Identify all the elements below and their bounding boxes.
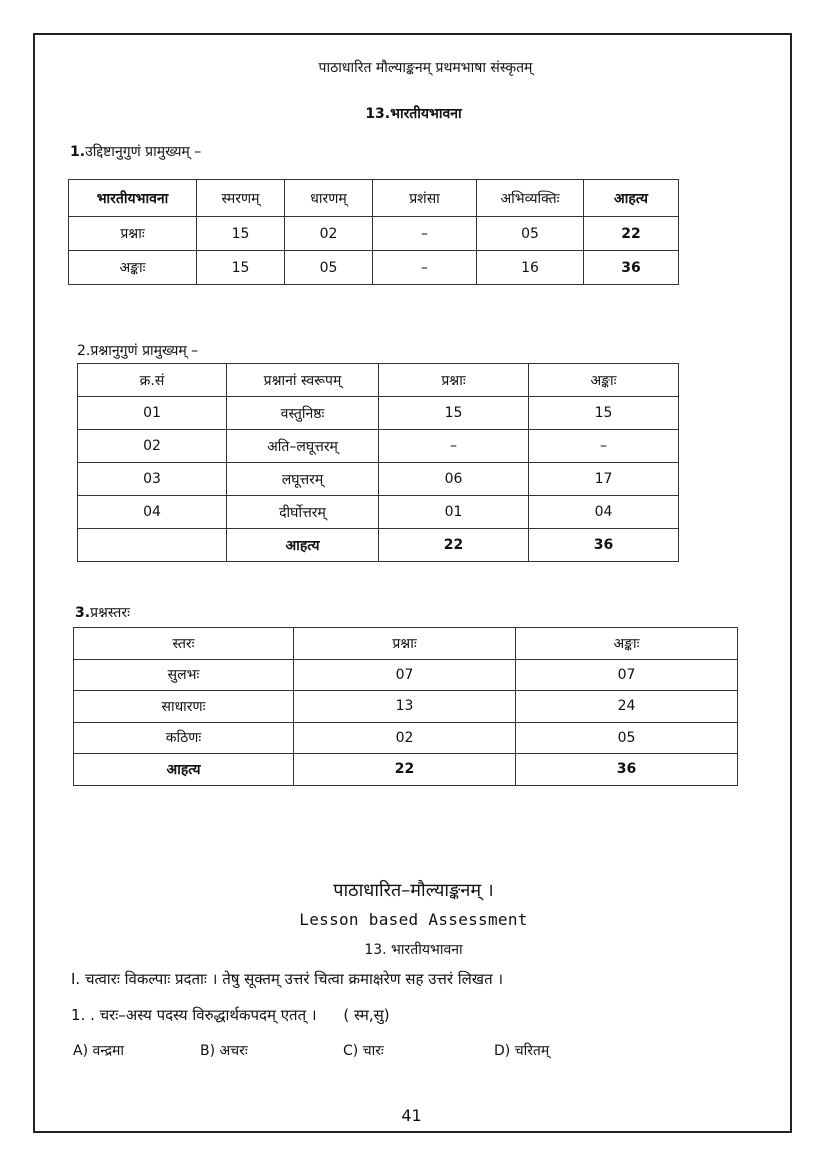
table-cell: 24 xyxy=(516,691,738,723)
lesson-title: 13.भारतीयभावना xyxy=(365,106,462,122)
table-cell: आहत्य xyxy=(74,754,294,786)
section3-heading: 3.प्रश्नस्तरः xyxy=(75,605,130,621)
table-cell: 01 xyxy=(78,397,227,430)
table-cell: 03 xyxy=(78,463,227,496)
table-total-row xyxy=(78,529,679,562)
question-1: 1. . चरः–अस्य पदस्य विरुद्धार्थकपदम् एतत् । ( स्म,सु) xyxy=(71,1006,390,1024)
page-number: 41 xyxy=(401,1106,422,1125)
table-cell xyxy=(78,529,227,562)
table-cell: 02 xyxy=(285,217,373,251)
table-header-cell: आहत्य xyxy=(584,180,679,217)
table-cell: 15 xyxy=(529,397,679,430)
table-cell: 15 xyxy=(197,251,285,285)
table-cell: वस्तुनिष्ठः xyxy=(227,397,379,430)
table-header-cell: अङ्काः xyxy=(529,364,679,397)
table-header-cell: स्तरः xyxy=(74,628,294,660)
assessment-instruction: I. चत्वारः विकल्पाः प्रदताः । तेषु सूक्तम् उत्तरं चित्वा क्रमाक्षरेण सह उत्तरं लिखत । xyxy=(71,970,504,988)
table-header-cell: प्रश्नाः xyxy=(294,628,516,660)
table-cell: कठिणः xyxy=(74,722,294,754)
table-cell: प्रश्नाः xyxy=(69,217,197,251)
table-cell: 05 xyxy=(516,722,738,754)
table-header-cell: क्र.सं xyxy=(78,364,227,397)
table-row xyxy=(69,217,679,251)
table-header-cell: अङ्काः xyxy=(516,628,738,660)
table-row xyxy=(78,463,679,496)
assessment-title: पाठाधारित–मौल्याङ्कनम् । xyxy=(333,880,494,901)
table-cell: 05 xyxy=(285,251,373,285)
table-row xyxy=(78,496,679,529)
table-cell: सुलभः xyxy=(74,659,294,691)
table-cell: अति–लघूत्तरम् xyxy=(227,430,379,463)
table-cell: दीर्घोत्तरम् xyxy=(227,496,379,529)
table-cell: 36 xyxy=(584,251,679,285)
table-header-cell: अभिव्यक्तिः xyxy=(477,180,584,217)
table-header-cell: भारतीयभावना xyxy=(69,180,197,217)
table-header-cell: प्रश्नाः xyxy=(379,364,529,397)
assessment-subtitle: Lesson based Assessment xyxy=(299,910,528,929)
table-header-cell: प्रशंसा xyxy=(373,180,477,217)
table-row xyxy=(78,430,679,463)
table-header-row xyxy=(74,628,738,660)
table-header-cell: प्रश्नानां स्वरूपम् xyxy=(227,364,379,397)
table-cell: साधारणः xyxy=(74,691,294,723)
page-header: पाठाधारित मौल्याङ्कनम् प्रथमभाषा संस्कृतम् xyxy=(318,60,533,76)
table-cell: 22 xyxy=(584,217,679,251)
table-cell: 36 xyxy=(516,754,738,786)
table-cell: 22 xyxy=(294,754,516,786)
table-cell: आहत्य xyxy=(227,529,379,562)
table-header-cell: धारणम् xyxy=(285,180,373,217)
table-row xyxy=(69,251,679,285)
table-cell: 36 xyxy=(529,529,679,562)
table-cell: 06 xyxy=(379,463,529,496)
table-cell: – xyxy=(529,430,679,463)
option-c: C) चारः xyxy=(343,1043,384,1059)
option-a: A) वन्द्रमा xyxy=(73,1043,125,1059)
question-type-table xyxy=(77,363,679,562)
table-cell: 07 xyxy=(294,659,516,691)
table-cell: 13 xyxy=(294,691,516,723)
table-cell: लघूत्तरम् xyxy=(227,463,379,496)
table-cell: 22 xyxy=(379,529,529,562)
table-header-row xyxy=(78,364,679,397)
question-1-tag: ( स्म,सु) xyxy=(343,1006,390,1024)
assessment-lesson: 13. भारतीयभावना xyxy=(364,942,463,958)
table-cell: 04 xyxy=(78,496,227,529)
table-cell: 05 xyxy=(477,217,584,251)
table-cell: 04 xyxy=(529,496,679,529)
table-row xyxy=(74,691,738,723)
table-cell: 02 xyxy=(78,430,227,463)
table-cell: अङ्काः xyxy=(69,251,197,285)
table-cell: 15 xyxy=(197,217,285,251)
option-b: B) अचरः xyxy=(200,1043,248,1059)
table-cell: 16 xyxy=(477,251,584,285)
table-cell: 07 xyxy=(516,659,738,691)
table-cell: 02 xyxy=(294,722,516,754)
table-cell: 15 xyxy=(379,397,529,430)
table-cell: – xyxy=(373,217,477,251)
table-cell: 01 xyxy=(379,496,529,529)
difficulty-level-table xyxy=(73,627,738,786)
table-cell: – xyxy=(379,430,529,463)
option-d: D) चरितम् xyxy=(494,1043,550,1059)
table-header-row xyxy=(69,180,679,217)
table-row xyxy=(74,722,738,754)
table-row xyxy=(78,397,679,430)
objective-weightage-table xyxy=(68,179,679,285)
table-total-row xyxy=(74,754,738,786)
section2-heading: 2.प्रश्नानुगुणं प्रामुख्यम् – xyxy=(77,343,199,359)
table-row xyxy=(74,659,738,691)
table-header-cell: स्मरणम् xyxy=(197,180,285,217)
section1-heading: 1.उद्दिष्टानुगुणं प्रामुख्यम् – xyxy=(70,144,202,160)
table-cell: 17 xyxy=(529,463,679,496)
table-cell: – xyxy=(373,251,477,285)
